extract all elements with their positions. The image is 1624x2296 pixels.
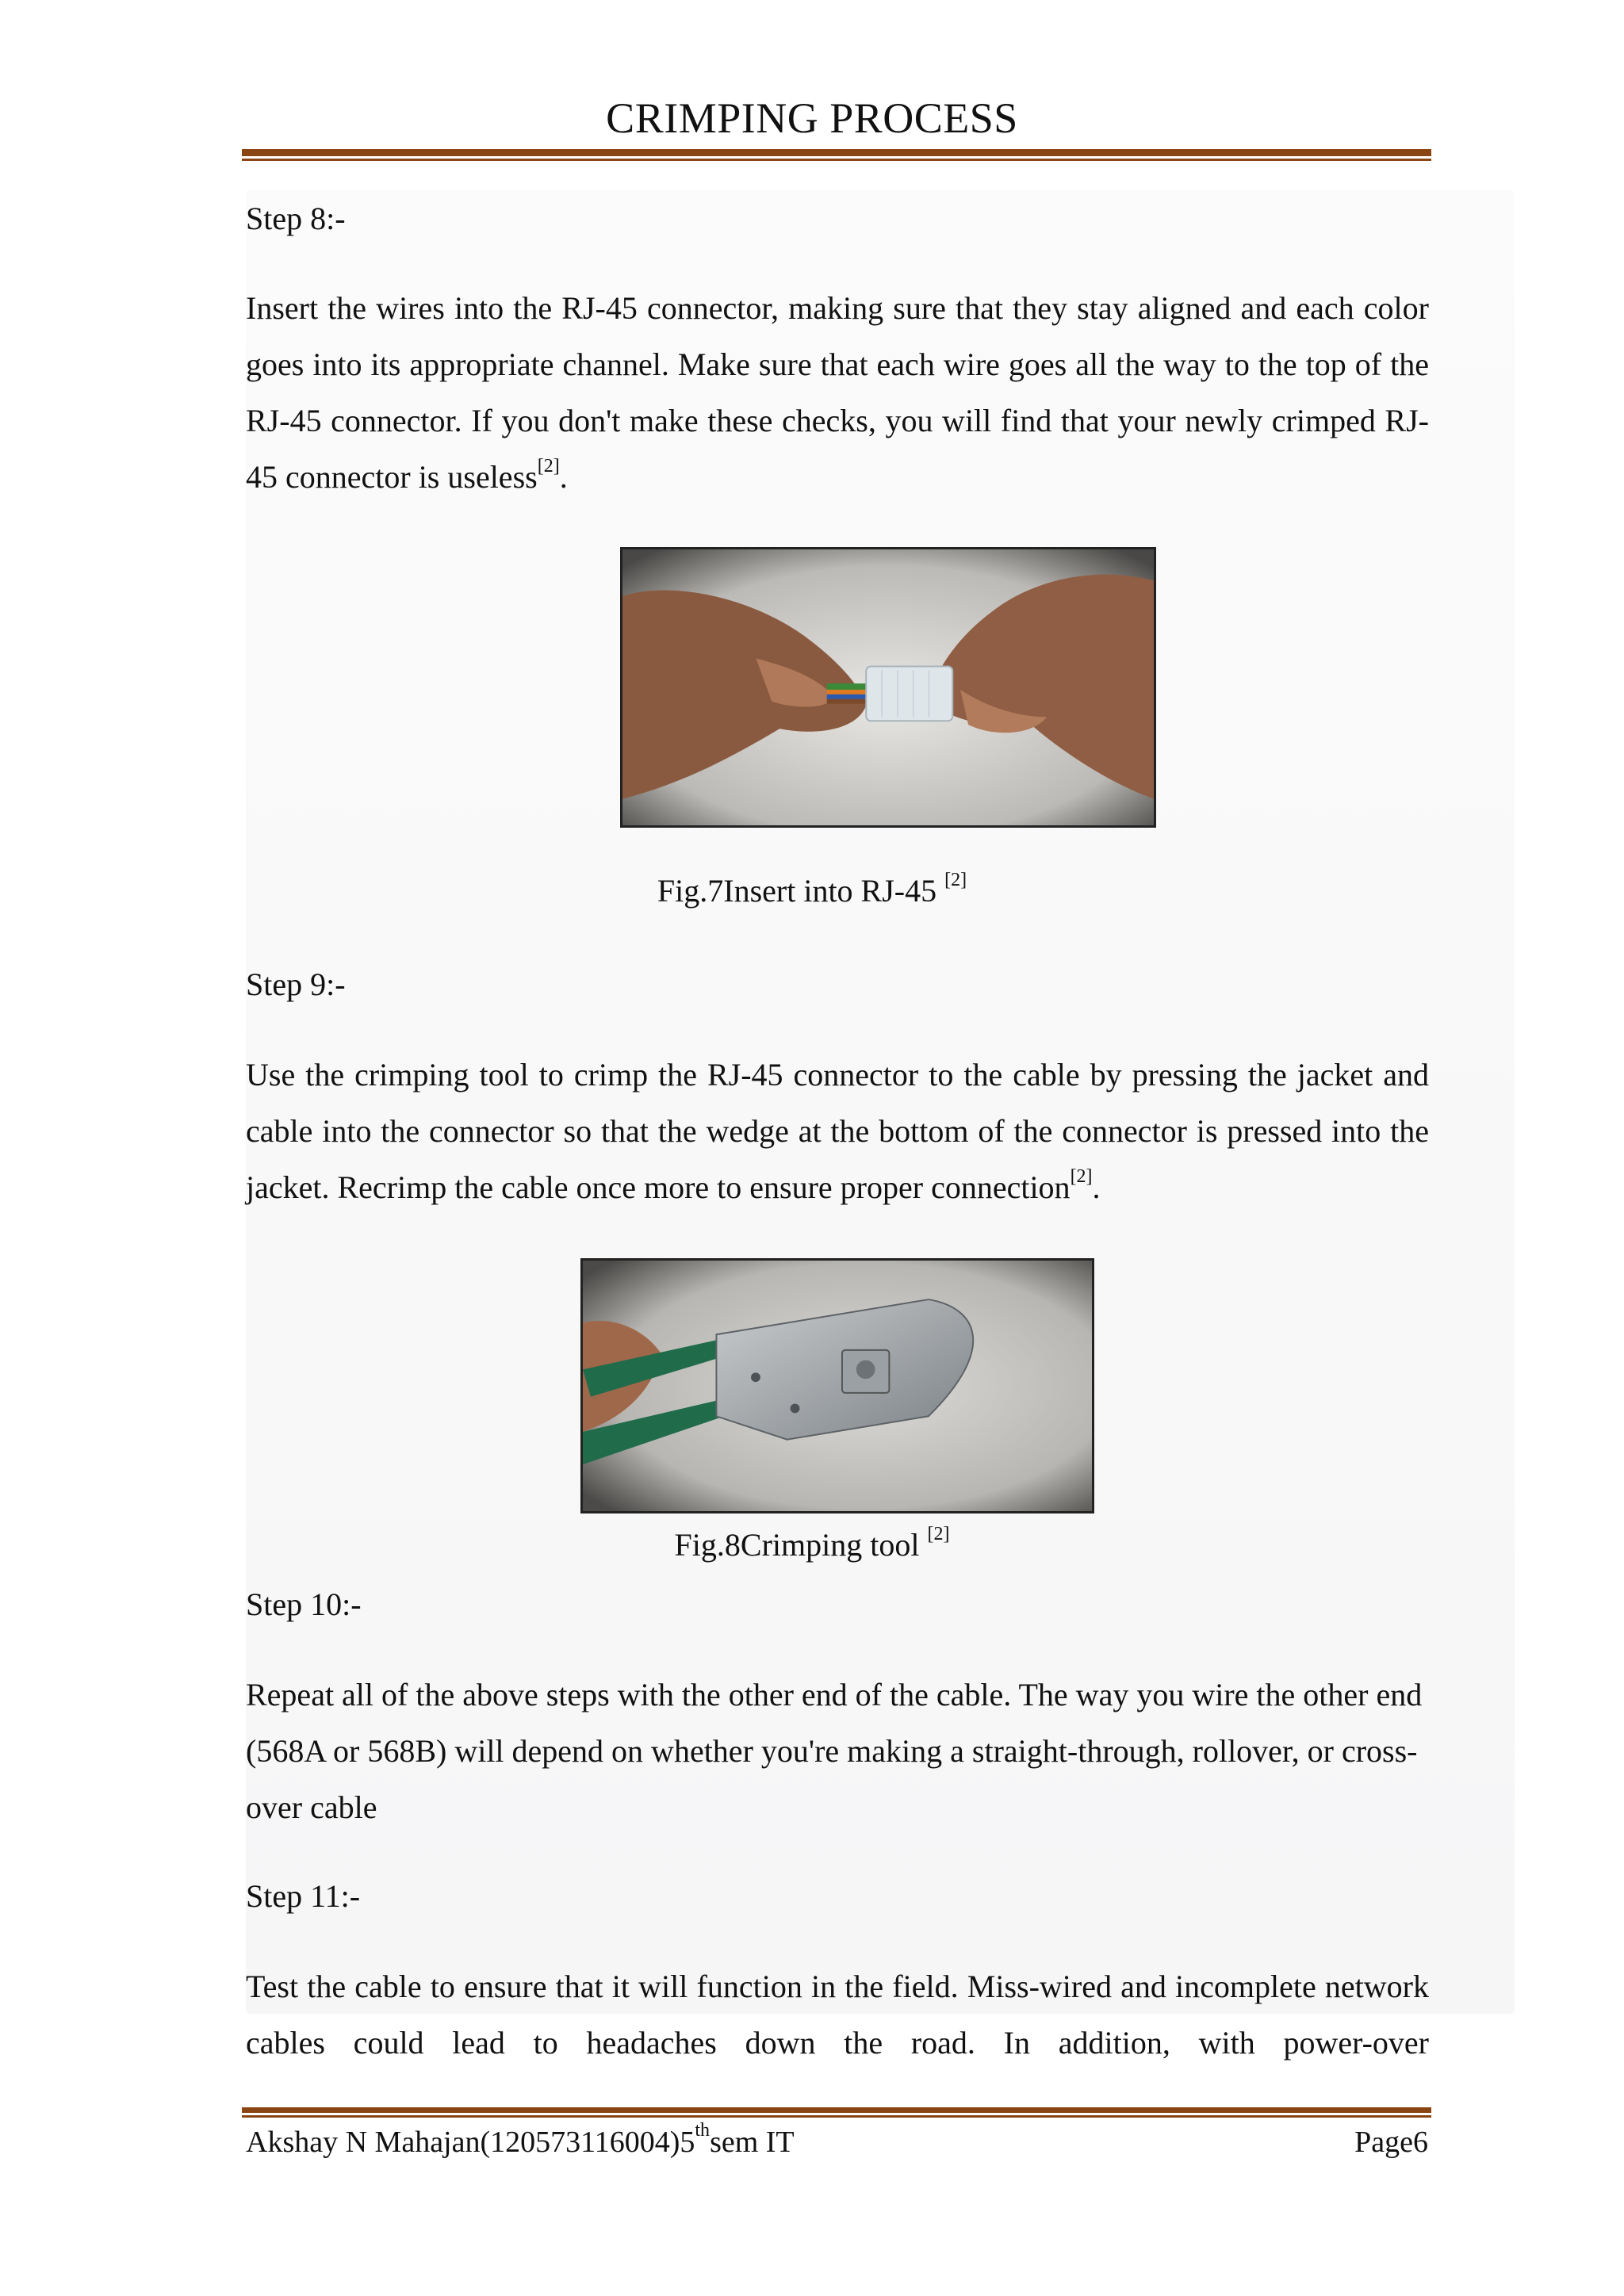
step-9-label: Step 9:- bbox=[246, 966, 346, 1002]
step-10-text: Repeat all of the above steps with the other end of the cable. The way you wire the other end (568A or 568B) will depend on whether you're making a straight-through, rollover, or cross-over cable bbox=[246, 1677, 1423, 1825]
step-9-paragraph: Use the crimping tool to crimp the RJ-45 connector to the cable by pressing the jacket and cable into the connector so that the wedge at the bottom of the connector is pressed into the jacket. Recrimp the cable once more to ensure proper connection[2]. bbox=[246, 1057, 1429, 1205]
figure-7-caption: Fig.7Insert into RJ-45 [2] bbox=[657, 869, 967, 909]
footer-rule bbox=[242, 2107, 1431, 2118]
header-rule bbox=[242, 149, 1431, 161]
step-8-text: Insert the wires into the RJ-45 connector, making sure that they stay aligned and each color goes into its appropriate channel. Make sure that each wire goes all the way to the top of the RJ-45 connector. If you don't make these checks, you will find that your newly crimped RJ-45 connector is useless bbox=[246, 290, 1429, 495]
figure-7-reference: [2] bbox=[944, 869, 967, 890]
step-11-text: Test the cable to ensure that it will function in the field. Miss-wired and incomplete network cables could lead to headaches down the road. In addition, with power-over bbox=[246, 1969, 1429, 2061]
page-number: Page6 bbox=[1354, 2126, 1428, 2159]
figure-8-reference: [2] bbox=[927, 1523, 950, 1544]
step-8-reference: [2] bbox=[537, 455, 560, 476]
step-9-reference: [2] bbox=[1070, 1165, 1093, 1187]
step-11-label: Step 11:- bbox=[246, 1878, 361, 1914]
footer-author: Akshay N Mahajan(120573116004)5thsem IT bbox=[246, 2120, 795, 2159]
step-9-text: Use the crimping tool to crimp the RJ-45 connector to the cable by pressing the jacket and cable into the connector so that the wedge at the bottom of the connector is pressed into the jacket. Recrimp the cable once more to ensure proper connection bbox=[246, 1057, 1429, 1205]
figure-8-caption: Fig.8Crimping tool [2] bbox=[674, 1523, 950, 1563]
step-10-label: Step 10:- bbox=[246, 1586, 362, 1622]
step-8-label: Step 8:- bbox=[246, 201, 346, 236]
figure-7-rj45-insert-photo bbox=[620, 547, 1156, 828]
step-10-paragraph bbox=[246, 1667, 1429, 1835]
step-8-paragraph: Insert the wires into the RJ-45 connector, making sure that they stay aligned and each color goes into its appropriate channel. Make sure that each wire goes all the way to the top of the RJ-45 connector. If you don't make these checks, you will find that your newly crimped RJ-45 connector is useless[2]. bbox=[246, 290, 1429, 495]
figure-8-crimping-tool-photo bbox=[580, 1258, 1094, 1513]
page-title: CRIMPING PROCESS bbox=[606, 94, 1018, 142]
step-11-paragraph bbox=[246, 1958, 1429, 2071]
